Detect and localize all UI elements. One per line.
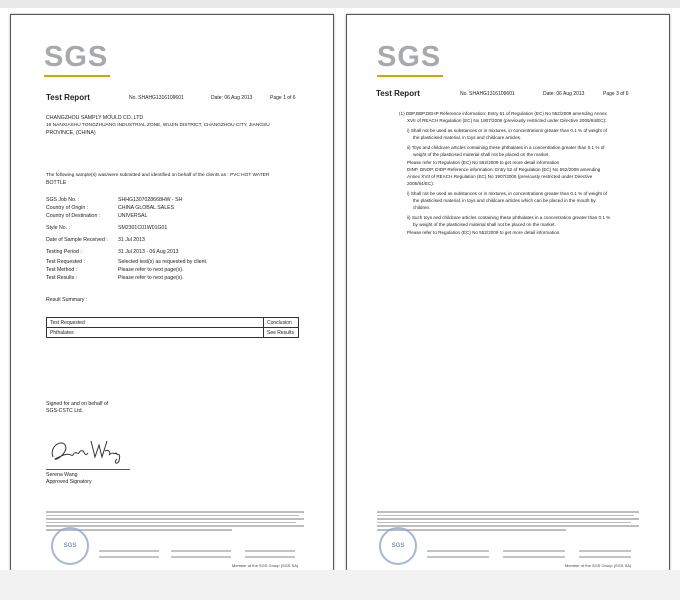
report-date: Date: 06 Aug 2013 bbox=[543, 91, 585, 97]
applicant-name: CHANGZHOU SAMPLY MOULD CO.,LTD bbox=[46, 115, 144, 121]
field-label: Date of Sample Received : bbox=[46, 237, 108, 243]
table-row bbox=[47, 328, 299, 338]
sgs-stamp-icon: SGS bbox=[51, 527, 89, 565]
report-number: No. SHAHG1316109601 bbox=[460, 91, 515, 97]
report-title: Test Report bbox=[46, 93, 90, 102]
body-line: the plasticised material, in toys and childcare articles. bbox=[413, 135, 522, 140]
phone-line bbox=[171, 556, 231, 558]
body-line: Please refer to Regulation (EC) No 552/2009 to get more detail information bbox=[407, 160, 560, 165]
page-number: Page 3 of 6 bbox=[603, 91, 629, 97]
body-line: weight of the plasticised material shall not be placed on the market. bbox=[413, 152, 550, 157]
footer-disclaimer bbox=[46, 511, 304, 533]
signature-rule bbox=[46, 469, 130, 470]
field-value: Please refer to next page(s). bbox=[118, 275, 184, 281]
body-line: Please refer to Regulation (EC) No 552/2009 to get more detail information. bbox=[407, 230, 561, 235]
signature bbox=[47, 433, 127, 467]
report-title: Test Report bbox=[376, 89, 420, 98]
field-value: SM2301C01W01G01 bbox=[118, 225, 168, 231]
member-text: Member of the SGS Group (SGS SA) bbox=[565, 563, 632, 568]
result-summary-table bbox=[46, 317, 299, 338]
report-number: No. SHAHG1316109601 bbox=[129, 95, 184, 101]
applicant-address-line1: 16 NANXIASHU TONGZHUANG INDUSTRIAL ZONE, WUJIN DISTRICT, CHANGZHOU CITY, JIANGSU bbox=[46, 123, 270, 128]
result-summary-label: Result Summary : bbox=[46, 297, 88, 303]
body-line: by weight of the plasticised material shall not be placed on the market. bbox=[413, 222, 556, 227]
signer-name: Serena Wang bbox=[46, 472, 78, 478]
sample-intro-line2: BOTTLE bbox=[46, 180, 67, 186]
bottom-band bbox=[0, 570, 680, 600]
signed-company: SGS-CSTC Ltd. bbox=[46, 408, 83, 414]
field-label: Testing Period : bbox=[46, 249, 82, 255]
body-line: Annex XVII of REACH Regulation (EC) No 1907/2006 (previously restricted under Directive bbox=[407, 174, 593, 179]
phone-line bbox=[171, 550, 231, 552]
address-line bbox=[427, 550, 489, 552]
body-line: ii) Such toys and childcare articles containing these phthalates in a concentration greater than 0.1 % bbox=[407, 215, 611, 220]
web-line bbox=[579, 556, 631, 558]
field-value: CHINA GLOBAL SALES bbox=[118, 205, 175, 211]
table-cell: See Results bbox=[264, 328, 299, 338]
address-line bbox=[99, 556, 159, 558]
body-line: the plasticised material, in toys and childcare articles which can be placed in the mouth by bbox=[413, 198, 596, 203]
body-line: children. bbox=[413, 205, 431, 210]
field-value: Please refer to next page(s). bbox=[118, 267, 184, 273]
body-line: XVII of REACH Regulation (EC) No 1907/2006 (previously restricted under Directive 2005/84/EC): bbox=[407, 118, 607, 123]
signed-on-behalf: Signed for and on behalf of bbox=[46, 401, 109, 407]
table-header-row bbox=[47, 318, 299, 328]
report-page-1 bbox=[10, 14, 334, 572]
member-text: Member of the SGS Group (SGS SA) bbox=[232, 563, 299, 568]
sample-intro-line1: The following sample(s) was/were submitted and identified on behalf of the clients as : PVC HOT WATER bbox=[46, 173, 270, 178]
field-label: Style No. : bbox=[46, 225, 70, 231]
signer-title: Approved Signatory bbox=[46, 479, 92, 485]
web-line bbox=[245, 550, 295, 552]
body-line: i) Shall not be used as substances or in mixtures, in concentrations greater than 0.1 % of weight of bbox=[407, 128, 607, 133]
phone-line bbox=[503, 550, 565, 552]
top-band bbox=[0, 0, 680, 8]
sgs-logo: SGS bbox=[377, 41, 442, 73]
field-label: SGS Job No. : bbox=[46, 197, 80, 203]
body-line: (1) DBP,BBP,DEHP Reference information: Entry 51 of Regulation (EC) No 552/2009 amending Annex bbox=[399, 111, 607, 116]
applicant-address-line2: PROVINCE, (CHINA) bbox=[46, 130, 96, 136]
body-line: ii) Toys and childcare articles containing these phthalates in a concentration greater than 0.1 % of bbox=[407, 145, 605, 150]
report-page-2 bbox=[346, 14, 670, 572]
report-date: Date: 06 Aug 2013 bbox=[211, 95, 253, 101]
field-label: Test Method : bbox=[46, 267, 78, 273]
address-line bbox=[427, 556, 489, 558]
sgs-logo: SGS bbox=[44, 41, 109, 73]
logo-underline bbox=[44, 75, 110, 77]
field-label: Country of Origin : bbox=[46, 205, 89, 211]
field-value: UNIVERSAL bbox=[118, 213, 148, 219]
field-label: Test Requested : bbox=[46, 259, 85, 265]
footer-disclaimer bbox=[377, 511, 639, 533]
phone-line bbox=[503, 556, 565, 558]
web-line bbox=[579, 550, 631, 552]
field-label: Country of Destination : bbox=[46, 213, 101, 219]
page-number: Page 1 of 6 bbox=[270, 95, 296, 101]
table-cell: Phthalates bbox=[47, 328, 264, 338]
sgs-stamp-icon: SGS bbox=[379, 527, 417, 565]
web-line bbox=[245, 556, 295, 558]
field-value: 31 Jul 2013 bbox=[118, 237, 145, 243]
field-value: SHHG1307028668HW - SH bbox=[118, 197, 183, 203]
address-line bbox=[99, 550, 159, 552]
body-line: i) Shall not be used as substances or in mixtures, in concentrations greater than 0.1 % of weight of bbox=[407, 191, 607, 196]
body-line: 2005/84/EC): bbox=[407, 181, 435, 186]
logo-underline bbox=[377, 75, 443, 77]
field-label: Test Results : bbox=[46, 275, 78, 281]
table-header: Test Requested bbox=[47, 318, 264, 328]
field-value: 31 Jul 2013 - 06 Aug 2013 bbox=[118, 249, 179, 255]
field-value: Selected test(s) as requested by client. bbox=[118, 259, 208, 265]
body-line: DINP, DNOP, DIDP Reference information: Entry 52 of Regulation (EC) No 552/2009 amending bbox=[407, 167, 601, 172]
table-header: Conclusion bbox=[264, 318, 299, 328]
